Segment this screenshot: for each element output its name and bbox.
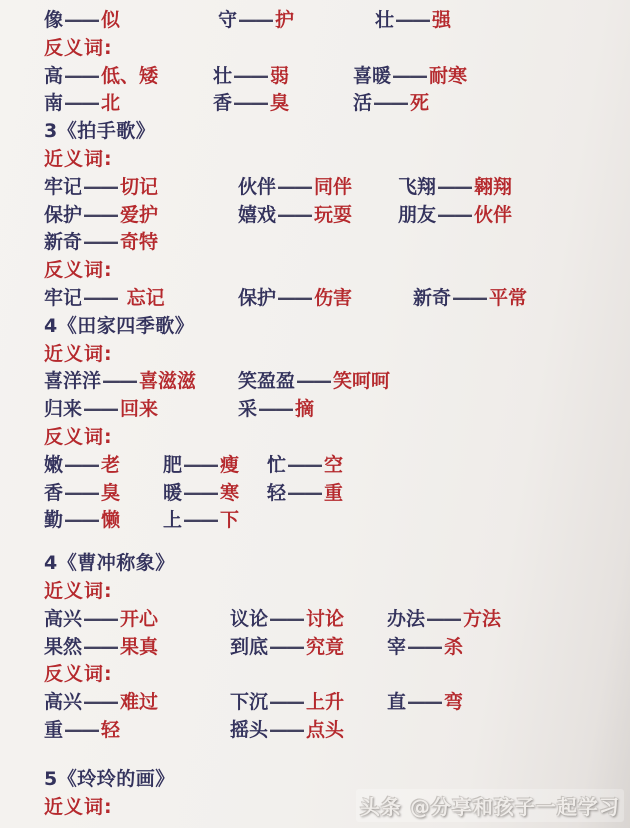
word-left: 下沉 xyxy=(230,691,269,714)
word-left: 暖 xyxy=(163,481,183,504)
dash-connector: —— xyxy=(287,481,322,504)
word-left: 忙 xyxy=(267,453,287,476)
word-left: 宰 xyxy=(387,635,407,658)
word-pair xyxy=(213,63,353,91)
dash-connector: —— xyxy=(83,286,118,309)
word-pair xyxy=(44,717,230,745)
dash-connector: —— xyxy=(269,718,304,741)
word-right: 开心 xyxy=(120,607,159,630)
dash-connector: —— xyxy=(183,509,218,532)
word-pair xyxy=(375,7,626,35)
section-heading: 5《玲玲的画》 xyxy=(44,767,175,790)
word-left: 上 xyxy=(163,509,183,532)
word-pair xyxy=(387,634,626,662)
dash-connector: —— xyxy=(277,286,312,309)
word-pair xyxy=(238,174,398,202)
word-pair xyxy=(230,634,387,662)
word-pair xyxy=(238,396,626,424)
word-left: 香 xyxy=(44,481,64,504)
word-pair xyxy=(44,229,238,257)
word-right: 弱 xyxy=(270,64,290,87)
word-pair xyxy=(44,396,238,424)
dash-connector: —— xyxy=(426,607,461,630)
dash-connector: —— xyxy=(269,635,304,658)
word-left: 喜洋洋 xyxy=(44,370,102,393)
word-right: 爱护 xyxy=(120,203,159,226)
word-left: 高兴 xyxy=(44,607,83,630)
word-left: 朋友 xyxy=(398,203,437,226)
word-right: 臭 xyxy=(270,92,290,115)
word-left: 勤 xyxy=(44,509,64,532)
word-right: 笑呵呵 xyxy=(333,370,391,393)
dash-connector: —— xyxy=(392,64,427,87)
word-pair-row xyxy=(44,452,626,480)
word-pair xyxy=(44,63,213,91)
word-left: 壮 xyxy=(375,9,395,31)
word-pair-row xyxy=(44,63,626,91)
word-left: 牢记 xyxy=(44,286,83,309)
dash-connector: —— xyxy=(287,453,322,476)
word-pair xyxy=(44,90,213,118)
section-gap xyxy=(44,535,626,550)
word-right: 轻 xyxy=(101,718,121,741)
dash-connector: —— xyxy=(277,203,312,226)
section-heading: 4《曹冲称象》 xyxy=(44,552,175,575)
word-right: 杀 xyxy=(444,635,464,658)
word-left: 守 xyxy=(218,9,238,31)
word-pair xyxy=(44,452,163,480)
word-left: 摇头 xyxy=(230,718,269,741)
word-left: 果然 xyxy=(44,635,83,658)
dash-connector: —— xyxy=(437,175,472,198)
word-left: 直 xyxy=(387,691,407,714)
word-pair xyxy=(218,7,375,35)
dash-connector: —— xyxy=(233,64,268,87)
word-pair xyxy=(353,90,626,118)
word-pair xyxy=(267,452,626,480)
word-pair-row xyxy=(44,606,626,634)
word-left: 到底 xyxy=(230,635,269,658)
word-right: 低、矮 xyxy=(101,64,159,87)
dash-connector: —— xyxy=(83,203,118,226)
synonyms-label: 近义词: xyxy=(44,579,113,602)
word-left: 像 xyxy=(44,9,64,31)
word-pair-row xyxy=(44,368,626,396)
dash-connector: —— xyxy=(64,509,99,532)
word-right: 臭 xyxy=(101,481,121,504)
word-left: 牢记 xyxy=(44,175,83,198)
word-left: 喜暖 xyxy=(353,64,392,87)
dash-connector: —— xyxy=(83,398,118,421)
word-right: 方法 xyxy=(463,607,502,630)
word-pair xyxy=(213,90,353,118)
word-right: 老 xyxy=(101,453,121,476)
word-left: 办法 xyxy=(387,607,426,630)
word-left: 飞翔 xyxy=(398,175,437,198)
word-left: 采 xyxy=(238,398,258,421)
word-right: 懒 xyxy=(101,509,121,532)
word-pair xyxy=(44,7,218,35)
word-pair xyxy=(398,174,626,202)
word-pair xyxy=(44,480,163,508)
dash-connector: —— xyxy=(83,635,118,658)
word-right: 寒 xyxy=(220,481,240,504)
dash-connector: —— xyxy=(64,64,99,87)
dash-connector: —— xyxy=(64,481,99,504)
word-left: 归来 xyxy=(44,398,83,421)
word-pair xyxy=(44,285,238,313)
word-right: 弯 xyxy=(444,691,464,714)
word-pair-row xyxy=(44,174,626,202)
dash-connector: —— xyxy=(277,175,312,198)
word-left: 嬉戏 xyxy=(238,203,277,226)
dash-connector: —— xyxy=(83,691,118,714)
dash-connector: —— xyxy=(238,9,273,31)
word-right: 摘 xyxy=(295,398,315,421)
antonyms-label: 反义词: xyxy=(44,663,113,686)
word-left: 活 xyxy=(353,92,373,115)
word-pair-row xyxy=(44,285,626,313)
word-pair xyxy=(238,202,398,230)
word-right: 死 xyxy=(410,92,430,115)
synonyms-label: 近义词: xyxy=(44,795,113,818)
synonyms-label: 近义词: xyxy=(44,147,113,170)
word-pair xyxy=(230,689,387,717)
word-left: 伙伴 xyxy=(238,175,277,198)
word-pair-row xyxy=(44,229,626,257)
section-heading: 3《拍手歌》 xyxy=(44,120,156,143)
word-pair xyxy=(44,507,163,535)
dash-connector: —— xyxy=(83,231,118,254)
word-right: 忘记 xyxy=(120,286,165,309)
dash-connector: —— xyxy=(83,607,118,630)
word-pair xyxy=(44,368,238,396)
word-pair xyxy=(44,689,230,717)
word-right: 瘦 xyxy=(220,453,240,476)
dash-connector: —— xyxy=(64,9,99,31)
word-right: 上升 xyxy=(306,691,345,714)
word-pair xyxy=(387,689,626,717)
word-pair-row xyxy=(44,507,626,535)
word-left: 新奇 xyxy=(44,231,83,254)
word-right: 点头 xyxy=(306,718,345,741)
word-right: 奇特 xyxy=(120,231,159,254)
word-right: 回来 xyxy=(120,398,159,421)
word-left: 笑盈盈 xyxy=(238,370,296,393)
dash-connector: —— xyxy=(183,453,218,476)
word-right: 讨论 xyxy=(306,607,345,630)
dash-connector: —— xyxy=(64,453,99,476)
word-right: 喜滋滋 xyxy=(139,370,197,393)
watermark-text: 头条 @分享和孩子一起学习 xyxy=(360,795,620,819)
dash-connector: —— xyxy=(64,92,99,115)
word-right: 耐寒 xyxy=(429,64,468,87)
word-left: 嫩 xyxy=(44,453,64,476)
word-pair-row xyxy=(44,202,626,230)
word-pair-row xyxy=(44,480,626,508)
word-left: 高兴 xyxy=(44,691,83,714)
word-left: 保护 xyxy=(238,286,277,309)
word-left: 重 xyxy=(44,718,64,741)
word-right: 似 xyxy=(101,9,121,31)
word-right: 切记 xyxy=(120,175,159,198)
word-right: 伤害 xyxy=(314,286,353,309)
word-right: 护 xyxy=(275,9,295,31)
dash-connector: —— xyxy=(395,9,430,31)
dash-connector: —— xyxy=(183,481,218,504)
section-gap xyxy=(44,745,626,766)
word-left: 新奇 xyxy=(413,286,452,309)
word-pair xyxy=(353,63,626,91)
dash-connector: —— xyxy=(233,92,268,115)
word-right: 重 xyxy=(324,481,344,504)
word-left: 壮 xyxy=(213,64,233,87)
word-pair xyxy=(163,452,267,480)
word-right: 果真 xyxy=(120,635,159,658)
word-pair-row xyxy=(44,7,626,35)
word-pair xyxy=(44,634,230,662)
word-pair xyxy=(44,606,230,634)
word-pair-row xyxy=(44,717,626,745)
word-pair xyxy=(238,285,413,313)
word-pair xyxy=(230,717,387,745)
synonyms-label: 近义词: xyxy=(44,342,113,365)
word-pair-row xyxy=(44,634,626,662)
word-pair xyxy=(267,480,626,508)
word-right: 伙伴 xyxy=(474,203,513,226)
word-pairs-list xyxy=(44,7,626,821)
dash-connector: —— xyxy=(269,607,304,630)
dash-connector: —— xyxy=(407,635,442,658)
word-right: 翱翔 xyxy=(474,175,513,198)
word-right: 同伴 xyxy=(314,175,353,198)
word-left: 肥 xyxy=(163,453,183,476)
dash-connector: —— xyxy=(83,175,118,198)
dash-connector: —— xyxy=(373,92,408,115)
word-pair-row xyxy=(44,396,626,424)
word-pair xyxy=(238,368,626,396)
word-pair xyxy=(230,606,387,634)
word-left: 轻 xyxy=(267,481,287,504)
word-right: 下 xyxy=(220,509,240,532)
word-pair xyxy=(44,202,238,230)
antonyms-label: 反义词: xyxy=(44,259,113,282)
word-left: 议论 xyxy=(230,607,269,630)
dash-connector: —— xyxy=(407,691,442,714)
word-right: 空 xyxy=(324,453,344,476)
word-pair xyxy=(413,285,626,313)
dash-connector: —— xyxy=(296,370,331,393)
word-pair-row xyxy=(44,689,626,717)
word-right: 北 xyxy=(101,92,121,115)
word-pair xyxy=(44,174,238,202)
word-left: 香 xyxy=(213,92,233,115)
word-pair-row xyxy=(44,90,626,118)
antonyms-label: 反义词: xyxy=(44,36,113,59)
word-right: 强 xyxy=(432,9,452,31)
word-right: 平常 xyxy=(489,286,528,309)
word-pair xyxy=(163,480,267,508)
watermark xyxy=(356,789,624,822)
antonyms-label: 反义词: xyxy=(44,425,113,448)
dash-connector: —— xyxy=(269,691,304,714)
word-right: 难过 xyxy=(120,691,159,714)
dash-connector: —— xyxy=(102,370,137,393)
word-right: 玩耍 xyxy=(314,203,353,226)
dash-connector: —— xyxy=(437,203,472,226)
word-left: 南 xyxy=(44,92,64,115)
section-heading: 4《田家四季歌》 xyxy=(44,314,195,337)
word-left: 高 xyxy=(44,64,64,87)
dash-connector: —— xyxy=(258,398,293,421)
dash-connector: —— xyxy=(452,286,487,309)
dash-connector: —— xyxy=(64,718,99,741)
word-right: 究竟 xyxy=(306,635,345,658)
word-left: 保护 xyxy=(44,203,83,226)
word-pair xyxy=(163,507,267,535)
word-pair xyxy=(398,202,626,230)
word-pair xyxy=(387,606,626,634)
